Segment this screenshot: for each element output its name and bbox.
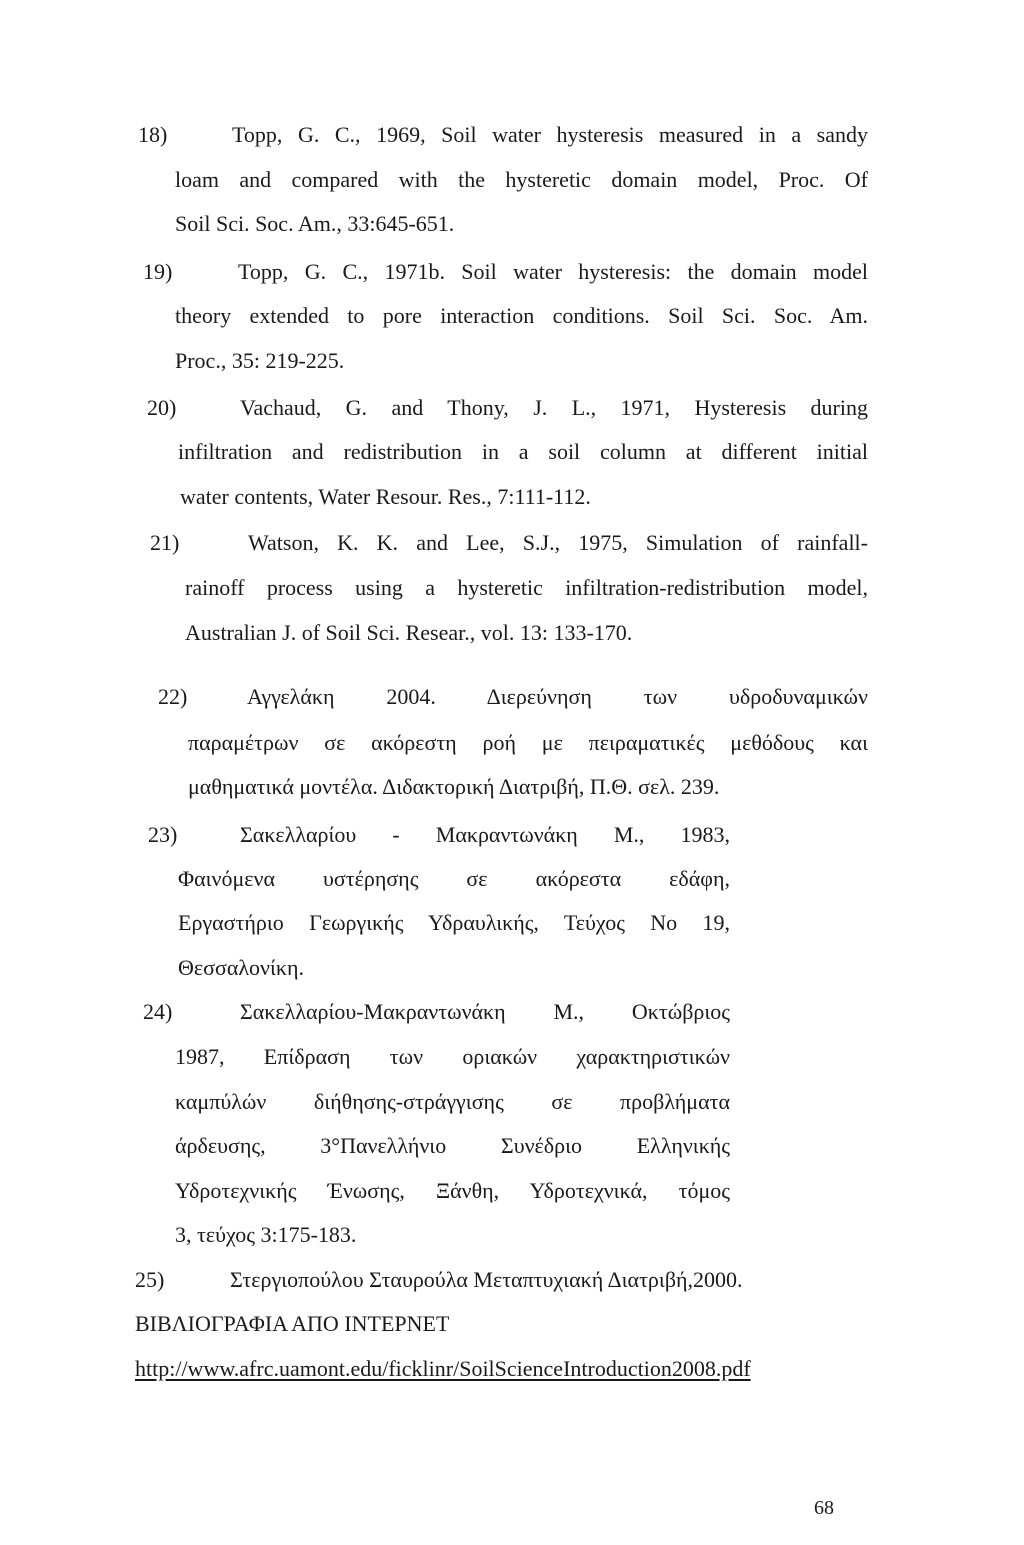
ref-23-number: 23): [148, 822, 178, 847]
ref-24-line-3: καμπύλών διήθησης-στράγγισης σε προβλήματα: [175, 1089, 730, 1114]
ref-22-line-1: Αγγελάκη 2004. Διερεύνηση των υδροδυναμικών: [247, 684, 868, 709]
ref-22-line-3: μαθηματικά μοντέλα. Διδακτορική Διατριβή, Π.Θ. σελ. 239.: [188, 774, 720, 799]
internet-bibliography-heading: ΒΙΒΛΙΟΓΡΑΦΙΑ ΑΠΟ ΙΝΤΕΡΝΕΤ: [135, 1311, 450, 1336]
ref-24-line-4: άρδευσης, 3°Πανελλήνιο Συνέδριο Ελληνικής: [175, 1133, 730, 1158]
ref-24-line-2: 1987, Επίδραση των οριακών χαρακτηριστικών: [175, 1044, 730, 1069]
ref-24-number: 24): [143, 999, 173, 1024]
ref-25-line-1: Στεργιοπούλου Σταυρούλα Μεταπτυχιακή Διατριβή,2000.: [230, 1267, 743, 1292]
ref-23-line-3: Εργαστήριο Γεωργικής Υδραυλικής, Τεύχος Νο 19,: [178, 910, 730, 935]
page-number: 68: [814, 1497, 834, 1519]
ref-25-number: 25): [135, 1267, 165, 1292]
ref-19-line-3: Proc., 35: 219-225.: [175, 348, 345, 373]
ref-18-line-3: Soil Sci. Soc. Am., 33:645-651.: [175, 211, 455, 236]
ref-19-line-1: Topp, G. C., 1971b. Soil water hysteresis: the domain model: [238, 259, 868, 284]
ref-22-line-2: παραμέτρων σε ακόρεστη ροή με πειραματικές μεθόδους και: [188, 730, 868, 755]
ref-21-line-1: Watson, K. K. and Lee, S.J., 1975, Simulation of rainfall-: [248, 530, 868, 555]
ref-20-line-2: infiltration and redistribution in a soil column at different initial: [178, 439, 868, 464]
ref-21-number: 21): [150, 530, 180, 555]
ref-18-number: 18): [138, 122, 168, 147]
ref-20-line-1: Vachaud, G. and Thony, J. L., 1971, Hysteresis during: [240, 395, 868, 420]
ref-21-line-3: Australian J. of Soil Sci. Resear., vol. 13: 133-170.: [185, 620, 633, 645]
ref-20-number: 20): [147, 395, 177, 420]
ref-24-line-1: Σακελλαρίου-Μακραντωνάκη Μ., Οκτώβριος: [240, 999, 730, 1024]
ref-24-line-6: 3, τεύχος 3:175-183.: [175, 1222, 357, 1247]
ref-24-line-5: Υδροτεχνικής Ένωσης, Ξάνθη, Υδροτεχνικά, τόμος: [175, 1178, 730, 1203]
ref-20-line-3: water contents, Water Resour. Res., 7:111-112.: [180, 484, 591, 509]
ref-19-number: 19): [143, 259, 173, 284]
ref-18-line-1: Topp, G. C., 1969, Soil water hysteresis measured in a sandy: [232, 122, 868, 147]
ref-23-line-4: Θεσσαλονίκη.: [178, 955, 304, 980]
ref-18-line-2: loam and compared with the hysteretic domain model, Proc. Of: [175, 167, 868, 192]
ref-21-line-2: rainoff process using a hysteretic infiltration-redistribution model,: [185, 575, 868, 600]
internet-reference-link[interactable]: http://www.afrc.uamont.edu/ficklinr/SoilScienceIntroduction2008.pdf: [135, 1356, 751, 1381]
ref-22-number: 22): [158, 684, 188, 709]
ref-19-line-2: theory extended to pore interaction conditions. Soil Sci. Soc. Am.: [175, 303, 868, 328]
ref-23-line-2: Φαινόμενα υστέρησης σε ακόρεστα εδάφη,: [178, 866, 730, 891]
ref-23-line-1: Σακελλαρίου - Μακραντωνάκη Μ., 1983,: [240, 822, 730, 847]
